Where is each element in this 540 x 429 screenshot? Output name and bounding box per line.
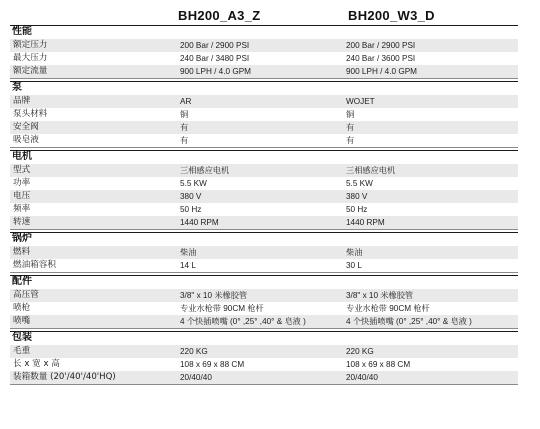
section-title: 配件 (12, 276, 32, 287)
section-title: 锅炉 (12, 233, 32, 244)
spec-value-b: 200 Bar / 2900 PSI (346, 41, 416, 50)
spec-value-b: 20/40/40 (346, 373, 378, 382)
spec-value-a: 220 KG (180, 347, 208, 356)
spec-label: 额定压力 (13, 40, 48, 50)
spec-value-b: 50 Hz (346, 205, 368, 214)
spec-row (10, 121, 518, 134)
spec-value-b: 三相感应电机 (346, 166, 396, 175)
section-title: 性能 (12, 26, 32, 37)
spec-value-b: 5.5 KW (346, 179, 373, 188)
spec-row (10, 259, 518, 273)
spec-value-b: 专业水枪带 90CM 枪杆 (346, 304, 430, 313)
spec-label: 型式 (13, 165, 31, 175)
spec-row (10, 302, 518, 315)
spec-label: 最大压力 (13, 53, 48, 63)
spec-value-a: 50 Hz (180, 205, 202, 214)
section-title: 泵 (12, 82, 22, 93)
model-name-a: BH200_A3_Z (178, 8, 261, 23)
spec-value-b: 有 (346, 136, 355, 145)
spec-label: 功率 (13, 178, 31, 188)
spec-label: 额定流量 (13, 66, 48, 76)
spec-label: 喷嘴 (13, 316, 31, 326)
spec-label: 长 x 宽 x 高 (13, 359, 60, 369)
spec-row (10, 345, 518, 358)
spec-value-a: 20/40/40 (180, 373, 212, 382)
spec-row (10, 371, 518, 385)
spec-row (10, 315, 518, 329)
spec-row (10, 65, 518, 79)
spec-row (10, 203, 518, 216)
spec-value-a: 4 个快插喷嘴 (0° ,25° ,40° & 皂液 ) (180, 317, 306, 326)
spec-value-a: 柴油 (180, 248, 197, 257)
spec-table (10, 25, 518, 385)
spec-value-b: 3/8" x 10 米橡胶管 (346, 291, 414, 300)
spec-value-a: 380 V (180, 192, 202, 201)
spec-row (10, 39, 518, 52)
spec-value-a: 有 (180, 136, 189, 145)
spec-label: 品牌 (13, 96, 31, 106)
spec-label: 喷枪 (13, 303, 31, 313)
spec-value-a: 900 LPH / 4.0 GPM (180, 67, 251, 76)
spec-row (10, 95, 518, 108)
spec-value-b: 4 个快插喷嘴 (0° ,25° ,40° & 皂液 ) (346, 317, 472, 326)
spec-label: 电压 (13, 191, 31, 201)
spec-value-b: 有 (346, 123, 355, 132)
spec-value-b: 240 Bar / 3600 PSI (346, 54, 416, 63)
spec-row (10, 216, 518, 230)
spec-label: 燃油箱容积 (13, 260, 56, 270)
section-title: 电机 (12, 151, 32, 162)
spec-value-a: 专业水枪带 90CM 枪杆 (180, 304, 264, 313)
spec-label: 高压管 (13, 290, 39, 300)
spec-value-a: 240 Bar / 3480 PSI (180, 54, 250, 63)
spec-value-a: 3/8" x 10 米橡胶管 (180, 291, 248, 300)
spec-row (10, 164, 518, 177)
spec-row (10, 134, 518, 148)
spec-value-a: 200 Bar / 2900 PSI (180, 41, 250, 50)
spec-label: 频率 (13, 204, 31, 214)
spec-value-a: 5.5 KW (180, 179, 207, 188)
spec-value-b: 220 KG (346, 347, 374, 356)
spec-value-a: 108 x 69 x 88 CM (180, 360, 245, 369)
spec-row (10, 289, 518, 302)
spec-label: 毛重 (13, 346, 31, 356)
spec-label: 安全阀 (13, 122, 39, 132)
model-name-b: BH200_W3_D (348, 8, 435, 23)
spec-row (10, 190, 518, 203)
spec-label: 泵头材料 (13, 109, 48, 119)
spec-row (10, 108, 518, 121)
spec-label: 吸皂液 (13, 135, 39, 145)
spec-value-a: 三相感应电机 (180, 166, 230, 175)
spec-value-a: AR (180, 97, 192, 106)
spec-value-a: 铜 (180, 110, 189, 119)
model-header (0, 8, 540, 26)
spec-row (10, 358, 518, 371)
spec-label: 转速 (13, 217, 31, 227)
spec-value-a: 1440 RPM (180, 218, 219, 227)
spec-value-b: 1440 RPM (346, 218, 385, 227)
spec-value-b: 380 V (346, 192, 368, 201)
spec-value-b: 900 LPH / 4.0 GPM (346, 67, 417, 76)
spec-value-b: WOJET (346, 97, 375, 106)
spec-value-a: 14 L (180, 261, 196, 270)
spec-row (10, 246, 518, 259)
spec-value-b: 柴油 (346, 248, 363, 257)
spec-row (10, 52, 518, 65)
spec-value-b: 108 x 69 x 88 CM (346, 360, 411, 369)
spec-row (10, 177, 518, 190)
spec-label: 燃料 (13, 247, 31, 257)
spec-value-a: 有 (180, 123, 189, 132)
spec-value-b: 30 L (346, 261, 362, 270)
spec-value-b: 铜 (346, 110, 355, 119)
spec-label: 装箱数量 (20'/40'/40'HQ) (13, 372, 116, 382)
section-title: 包装 (12, 332, 32, 343)
